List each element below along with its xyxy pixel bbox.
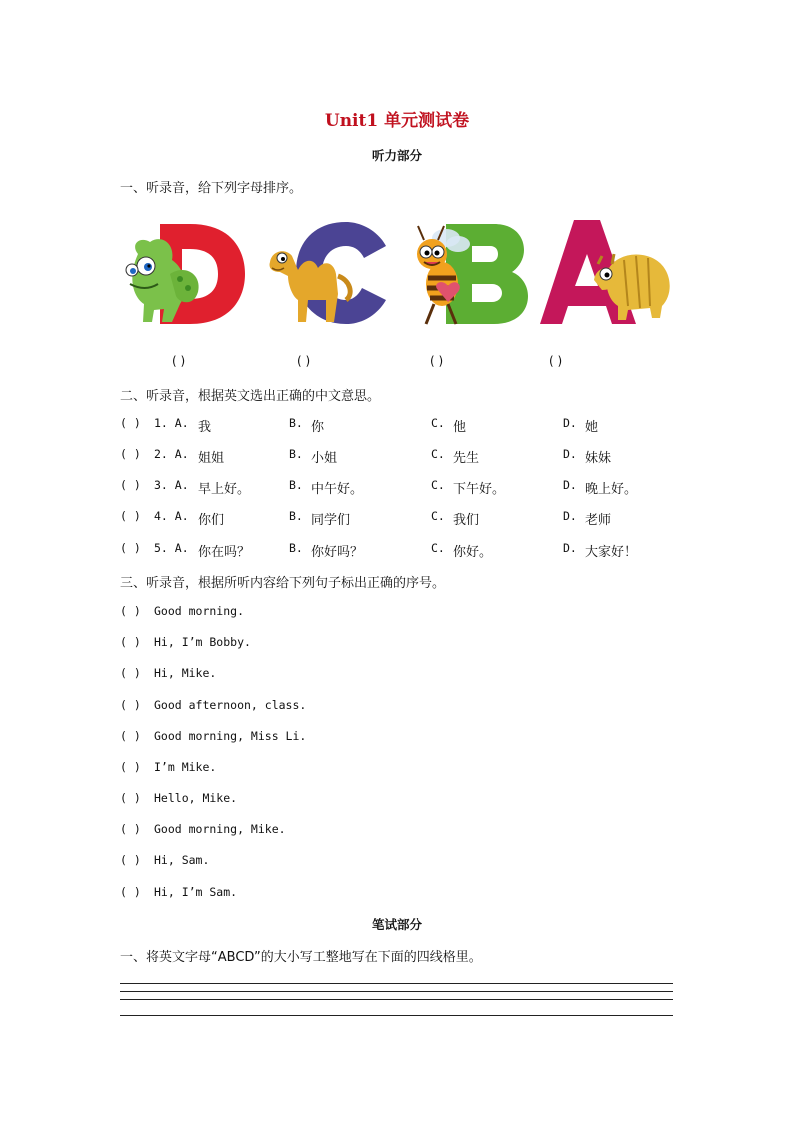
sentence-row	[120, 635, 680, 655]
answer-bracket[interactable]: ( )	[120, 416, 141, 430]
option-b-label: B.	[289, 541, 303, 555]
section2-prompt: 二、听录音，根据英文选出正确的中文意思。	[120, 389, 381, 404]
question-number: 3. A.	[154, 478, 189, 492]
option-b: 同学们	[311, 513, 351, 528]
answer-bracket[interactable]: ( )	[120, 791, 141, 805]
option-d-label: D.	[563, 447, 577, 461]
option-a: 早上好。	[198, 482, 251, 497]
letter-answer-blank-3[interactable]: ( )	[430, 354, 444, 368]
answer-bracket[interactable]: ( )	[120, 729, 141, 743]
writing-line-4[interactable]	[120, 1015, 673, 1016]
option-b: 你好吗？	[311, 545, 364, 560]
writing-line-1[interactable]	[120, 983, 673, 984]
letter-pictures	[110, 214, 680, 334]
option-d-label: D.	[563, 416, 577, 430]
writing-line-3[interactable]	[120, 999, 673, 1000]
letter-b-bee-image	[402, 214, 537, 334]
question-number: 5. A.	[154, 541, 189, 555]
answer-bracket[interactable]: ( )	[120, 447, 141, 461]
answer-bracket[interactable]: ( )	[120, 509, 141, 523]
sentence-text: I’m Mike.	[154, 760, 217, 774]
option-d-label: D.	[563, 509, 577, 523]
question-row	[120, 447, 680, 467]
letter-d-dinosaur-image	[110, 214, 245, 334]
sentence-text: Hi, I’m Bobby.	[154, 635, 251, 649]
option-d: 妹妹	[585, 451, 612, 466]
sentence-row	[120, 822, 680, 842]
sentence-text: Good morning, Mike.	[154, 822, 286, 836]
answer-bracket[interactable]: ( )	[120, 760, 141, 774]
question-row	[120, 416, 680, 436]
page-title: Unit1 单元测试卷	[324, 111, 470, 131]
option-c: 我们	[453, 513, 480, 528]
option-c: 下午好。	[453, 482, 506, 497]
option-c: 他	[453, 420, 467, 435]
question-row	[120, 478, 680, 498]
sentence-text: Hi, Sam.	[154, 853, 210, 867]
option-b-label: B.	[289, 509, 303, 523]
sentence-row	[120, 885, 680, 905]
sentence-row	[120, 604, 680, 624]
option-c-label: C.	[431, 541, 445, 555]
question-number: 2. A.	[154, 447, 189, 461]
section4-prompt: 一、将英文字母“ABCD”的大小写工整地写在下面的四线格里。	[120, 950, 482, 965]
sentence-row	[120, 666, 680, 686]
option-c-label: C.	[431, 478, 445, 492]
question-number: 1. A.	[154, 416, 189, 430]
option-c: 先生	[453, 451, 480, 466]
sentence-row	[120, 760, 680, 780]
letter-answer-blank-2[interactable]: ( )	[297, 354, 311, 368]
option-c-label: C.	[431, 416, 445, 430]
sentence-text: Good afternoon, class.	[154, 698, 307, 712]
option-a: 姐姐	[198, 451, 225, 466]
letter-c-camel-image	[258, 214, 393, 334]
answer-bracket[interactable]: ( )	[120, 604, 141, 618]
option-b: 中午好。	[311, 482, 364, 497]
option-d: 老师	[585, 513, 612, 528]
option-d: 大家好！	[585, 545, 638, 560]
question-row	[120, 541, 680, 561]
sentence-row	[120, 729, 680, 749]
sentence-text: Good morning.	[154, 604, 245, 618]
letter-answer-blank-1[interactable]: ( )	[172, 354, 186, 368]
answer-bracket[interactable]: ( )	[120, 853, 141, 867]
sentence-text: Hi, I’m Sam.	[154, 885, 238, 899]
sentence-row	[120, 791, 680, 811]
answer-bracket[interactable]: ( )	[120, 822, 141, 836]
option-b-label: B.	[289, 478, 303, 492]
sentence-row	[120, 853, 680, 873]
option-b: 你	[311, 420, 325, 435]
answer-bracket[interactable]: ( )	[120, 885, 141, 899]
listening-heading: 听力部分	[371, 148, 422, 163]
writing-line-2[interactable]	[120, 991, 673, 992]
option-d: 她	[585, 420, 599, 435]
option-a: 我	[198, 420, 212, 435]
question-row	[120, 509, 680, 529]
option-d-label: D.	[563, 478, 577, 492]
option-c: 你好。	[453, 545, 493, 560]
written-heading: 笔试部分	[371, 917, 422, 932]
option-b-label: B.	[289, 416, 303, 430]
option-a: 你们	[198, 513, 225, 528]
section1-prompt: 一、听录音，给下列字母排序。	[120, 181, 303, 196]
option-d-label: D.	[563, 541, 577, 555]
option-b-label: B.	[289, 447, 303, 461]
question-number: 4. A.	[154, 509, 189, 523]
option-d: 晚上好。	[585, 482, 638, 497]
answer-bracket[interactable]: ( )	[120, 541, 141, 555]
option-a: 你在吗？	[198, 545, 251, 560]
option-b: 小姐	[311, 451, 338, 466]
letter-answer-blank-4[interactable]: ( )	[549, 354, 563, 368]
option-c-label: C.	[431, 509, 445, 523]
answer-bracket[interactable]: ( )	[120, 635, 141, 649]
sentence-row	[120, 698, 680, 718]
option-c-label: C.	[431, 447, 445, 461]
sentence-text: Hello, Mike.	[154, 791, 238, 805]
answer-bracket[interactable]: ( )	[120, 666, 141, 680]
letter-a-armadillo-image	[540, 214, 675, 334]
answer-bracket[interactable]: ( )	[120, 698, 141, 712]
sentence-text: Good morning, Miss Li.	[154, 729, 307, 743]
answer-bracket[interactable]: ( )	[120, 478, 141, 492]
section3-prompt: 三、听录音，根据所听内容给下列句子标出正确的序号。	[120, 576, 446, 591]
sentence-text: Hi, Mike.	[154, 666, 217, 680]
